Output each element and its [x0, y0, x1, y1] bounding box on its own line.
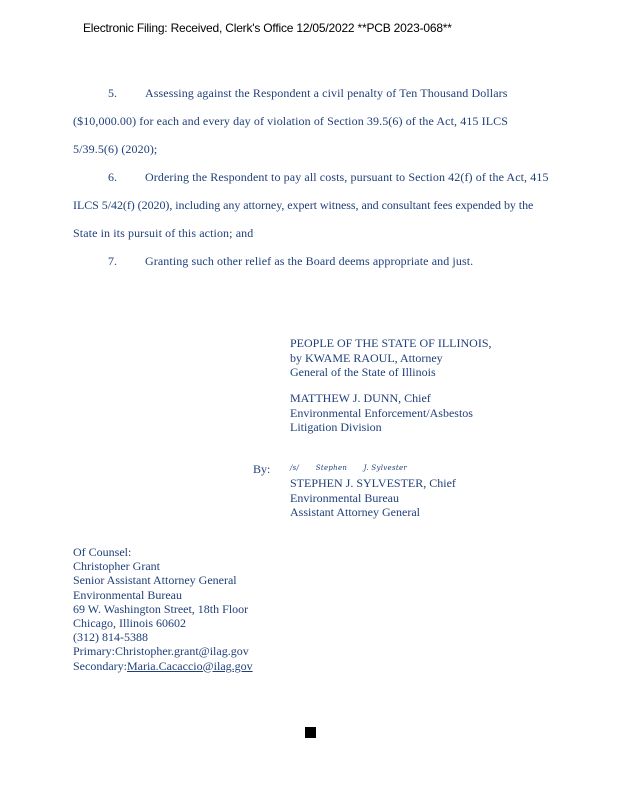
- item-7-number: 7.: [108, 254, 117, 268]
- by-label: By:: [253, 462, 271, 476]
- sylvester-line-2: Environmental Bureau: [290, 490, 399, 505]
- sylvester-line-3: Assistant Attorney General: [290, 505, 420, 519]
- secondary-email-line: [73, 659, 253, 673]
- item-6-number: 6.: [108, 170, 117, 184]
- dunn-line-1: MATTHEW J. DUNN, Chief: [290, 391, 431, 405]
- people-line-3: General of the State of Illinois: [290, 365, 436, 379]
- electronic-signature: [290, 464, 421, 472]
- secondary-email-link[interactable]: Maria.Cacaccio@ilag.gov: [126, 658, 253, 673]
- dunn-block: [290, 391, 473, 435]
- of-counsel-heading: Of Counsel:: [73, 545, 132, 559]
- primary-label: Primary:: [73, 644, 115, 659]
- of-counsel-block: [73, 545, 253, 673]
- people-line-2: by KWAME RAOUL, Attorney: [290, 350, 443, 365]
- dunn-line-3: Litigation Division: [290, 420, 382, 434]
- signature-last-name: J. Sylvester: [363, 464, 408, 472]
- dunn-line-2: Environmental Enforcement/Asbestos: [290, 405, 473, 420]
- signature-slash: /s/: [290, 464, 300, 472]
- page-marker-square: [305, 727, 316, 738]
- counsel-phone: (312) 814-5388: [73, 630, 148, 645]
- item-7-line-1: Granting such other relief as the Board deems appropriate and just.: [145, 254, 474, 268]
- item-5-number: 5.: [108, 86, 117, 100]
- item-6-line-3: State in its pursuit of this action; and: [73, 226, 254, 240]
- secondary-label: Secondary:: [73, 658, 127, 673]
- counsel-city: Chicago, Illinois 60602: [73, 616, 186, 631]
- filing-stamp-header: Electronic Filing: Received, Clerk's Office 12/05/2022 **PCB 2023-068**: [83, 21, 452, 35]
- people-block: [290, 336, 492, 380]
- primary-email[interactable]: Christopher.grant@ilag.gov: [115, 644, 249, 659]
- sylvester-block: [290, 476, 456, 520]
- counsel-title: Senior Assistant Attorney General: [73, 573, 237, 588]
- counsel-name: Christopher Grant: [73, 559, 160, 574]
- item-5-line-2: ($10,000.00) for each and every day of violation of Section 39.5(6) of the Act, 415 ILCS: [73, 114, 509, 128]
- item-6-line-1: Ordering the Respondent to pay all costs, pursuant to Section 42(f) of the Act, 415: [145, 170, 549, 184]
- sylvester-line-1: STEPHEN J. SYLVESTER, Chief: [290, 476, 456, 490]
- counsel-street: 69 W. Washington Street, 18th Floor: [73, 601, 249, 616]
- item-5-line-3: 5/39.5(6) (2020);: [73, 142, 158, 156]
- people-line-1: PEOPLE OF THE STATE OF ILLINOIS,: [290, 336, 492, 350]
- primary-email-line: [73, 644, 253, 658]
- signature-first-name: Stephen: [315, 464, 348, 472]
- item-6-line-2: ILCS 5/42(f) (2020), including any attorney, expert witness, and consultant fees expended by the: [73, 198, 534, 212]
- counsel-bureau: Environmental Bureau: [73, 587, 182, 602]
- item-5-line-1: Assessing against the Respondent a civil penalty of Ten Thousand Dollars: [145, 86, 508, 100]
